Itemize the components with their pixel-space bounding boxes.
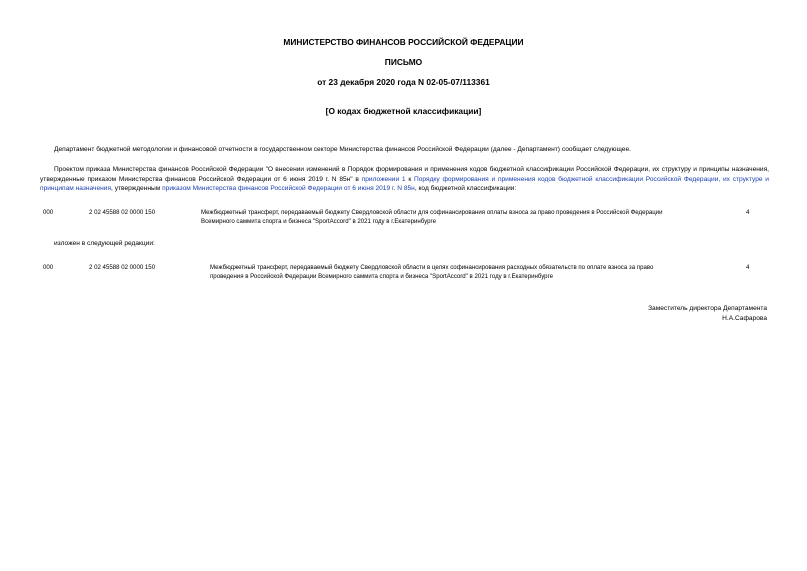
paragraph-text-1: Проектом приказа Министерства финансов Российской Федерации "О внесении изменений в Порядок формирования и применения кодов бюджетной классификации Российской Федерации, их структуру и принципы назначения, утвержденные приказом Министерства финансов Российской Федерации от 6 июня 2019 г. N 85н" в xyxy=(40,166,769,183)
date-number: от 23 декабря 2020 года N 02-05-07/113361 xyxy=(317,77,490,87)
admin-code: 000 xyxy=(43,209,54,216)
signer-name: Н.А.Сафарова xyxy=(722,314,767,322)
stated-as-text: изложен в следующей редакции: xyxy=(54,240,155,247)
description-line: Межбюджетный трансферт, передаваемый бюджету Свердловской области в целях софинансирования расходных обязательств по оплате взноса за право xyxy=(210,264,654,271)
row-number: 4 xyxy=(746,209,750,216)
document-subject: [О кодах бюджетной классификации] xyxy=(325,106,482,116)
classification-code: 2 02 45588 02 0000 150 xyxy=(89,209,156,216)
intro-paragraph: Департамент бюджетной методологии и финансовой отчетности в государственном секторе Министерства финансов Российской Федерации (далее - Департамент) сообщает следующее. xyxy=(54,146,631,153)
link-order-85n[interactable]: приказом Министерства финансов Российской Федерации от 6 июня 2019 г. N 85н xyxy=(162,185,415,192)
paragraph-text-4: , код бюджетной классификации: xyxy=(414,185,517,192)
admin-code: 000 xyxy=(43,264,54,271)
classification-code: 2 02 45588 02 0000 150 xyxy=(89,264,156,271)
row-number: 4 xyxy=(746,264,750,271)
paragraph-text-2: к xyxy=(405,175,415,183)
ministry-title: МИНИСТЕРСТВО ФИНАНСОВ РОССИЙСКОЙ ФЕДЕРАЦИИ xyxy=(283,37,524,47)
main-paragraph xyxy=(40,165,769,194)
link-procedure[interactable]: Порядку формирования и применения кодов бюджетной классификации Российской Федерации, их структуре и принципам назначения xyxy=(40,175,769,192)
description-line: проведения в Российской Федерации Всемирного саммита спорта и бизнеса "SportAccord" в 2021 году в г.Екатеринбурге xyxy=(210,273,554,281)
link-appendix-1[interactable]: приложении 1 xyxy=(361,175,406,183)
row-description xyxy=(201,208,731,226)
signer-position: Заместитель директора Департамента xyxy=(648,305,767,312)
row-description xyxy=(210,263,730,281)
document-type: ПИСЬМО xyxy=(384,57,423,67)
signature-block xyxy=(648,304,767,323)
description-line: Межбюджетный трансферт, передаваемый бюджету Свердловской области для софинансирования оплаты взноса за право проведения в Российской Федерации xyxy=(201,209,663,216)
paragraph-text-3: , утвержденным xyxy=(111,185,163,192)
description-line: Всемирного саммита спорта и бизнеса "SportAccord" в 2021 году в г.Екатеринбурге xyxy=(201,218,436,226)
